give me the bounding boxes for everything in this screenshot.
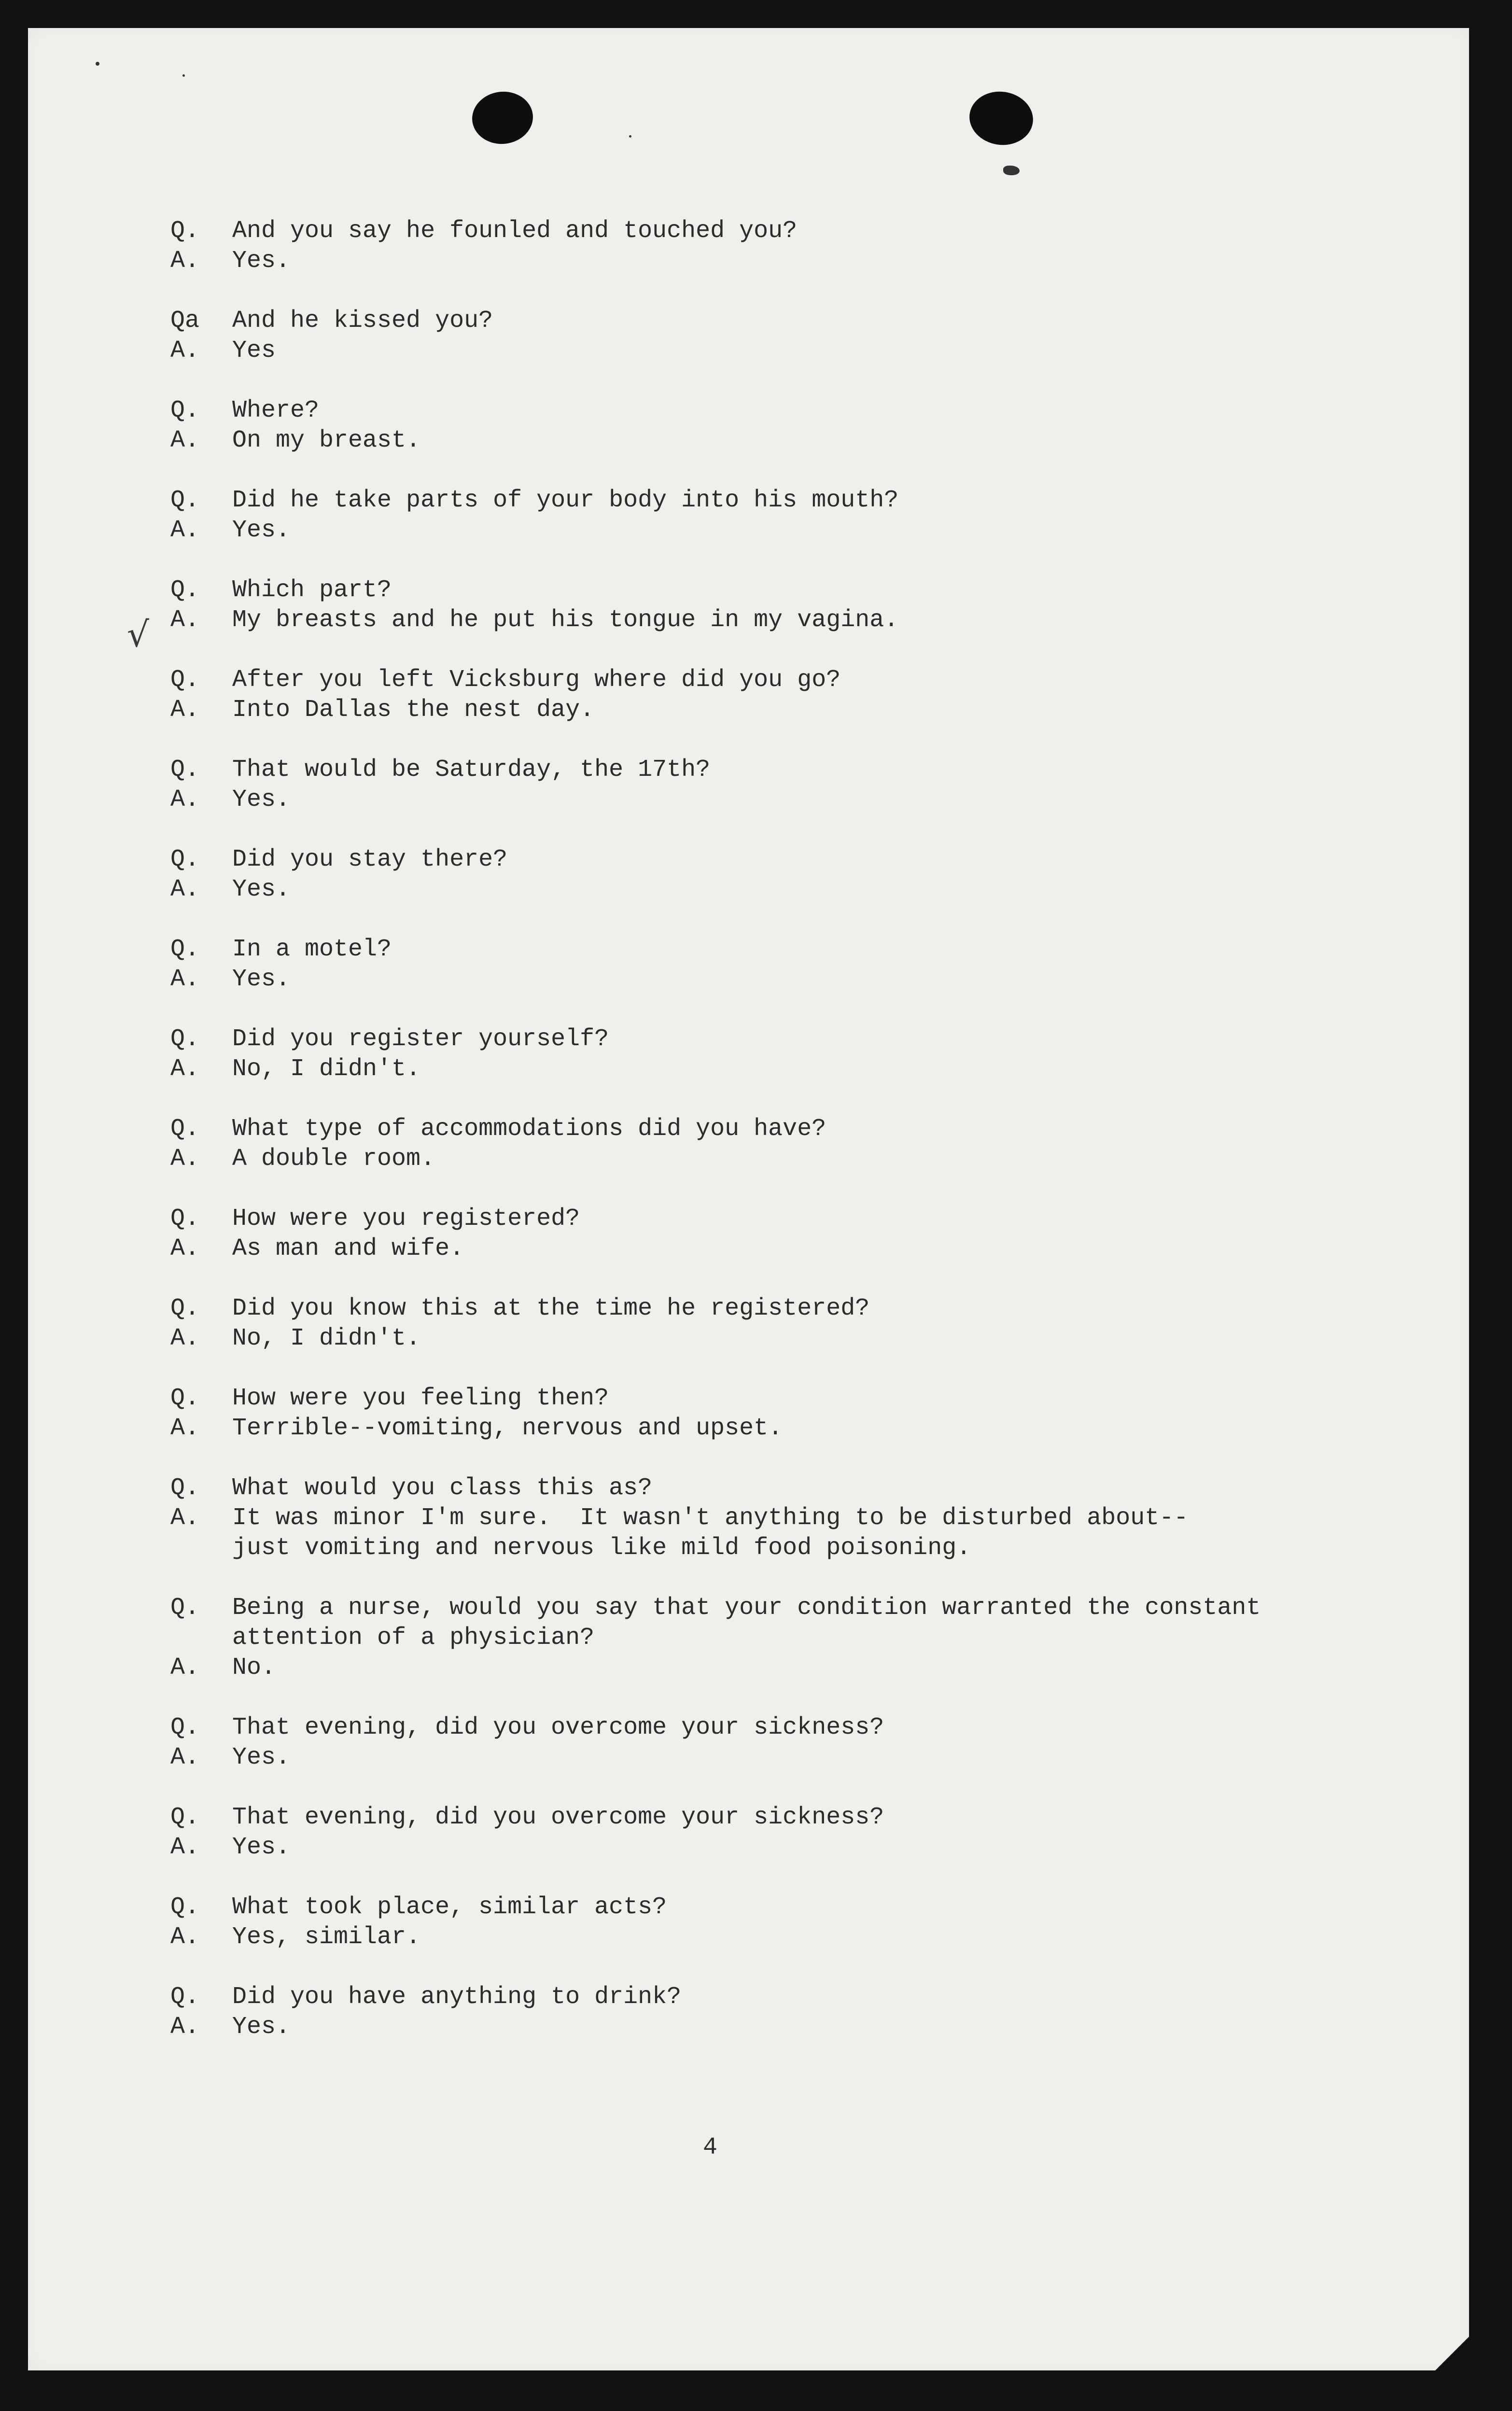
answer-text: Yes. <box>232 247 291 275</box>
answer-text: Yes. <box>232 517 291 544</box>
answer-marker: A. <box>170 786 200 813</box>
answer-text: Yes. <box>232 876 291 903</box>
answer-text: On my breast. <box>232 427 421 454</box>
answer-text: Yes. <box>232 786 291 813</box>
answer-marker: A. <box>170 517 200 544</box>
answer-text: No, I didn't. <box>232 1055 421 1083</box>
answer-marker: A. <box>170 1415 200 1442</box>
question-marker: Q. <box>170 666 200 694</box>
question-text: Being a nurse, would you say that your condition warranted the constant <box>232 1594 1261 1622</box>
question-marker: Q. <box>170 1205 200 1233</box>
question-text: That evening, did you overcome your sickness? <box>232 1714 884 1741</box>
answer-marker: A. <box>170 1923 200 1951</box>
question-text: How were you feeling then? <box>232 1385 609 1412</box>
answer-marker: A. <box>170 1325 200 1352</box>
question-text: Did you stay there? <box>232 846 508 873</box>
page-corner <box>1435 2337 1469 2370</box>
question-text: That would be Saturday, the 17th? <box>232 756 711 784</box>
question-marker: Q. <box>170 576 200 604</box>
question-marker: Q. <box>170 1385 200 1412</box>
answer-marker: A. <box>170 876 200 903</box>
answer-text: Yes, similar. <box>232 1923 421 1951</box>
qa-transcript <box>28 28 1469 2370</box>
answer-text: Yes <box>232 337 276 364</box>
question-marker: Q. <box>170 217 200 245</box>
answer-text: My breasts and he put his tongue in my vagina. <box>232 606 899 634</box>
question-marker: Q. <box>170 397 200 424</box>
question-text: In a motel? <box>232 936 392 963</box>
question-marker: Q. <box>170 936 200 963</box>
answer-text: It was minor I'm sure. It wasn't anything to be disturbed about-- <box>232 1504 1189 1532</box>
question-text: Where? <box>232 397 320 424</box>
answer-marker: A. <box>170 1055 200 1083</box>
answer-marker: A. <box>170 1834 200 1861</box>
answer-marker: A. <box>170 337 200 364</box>
answer-text: Yes. <box>232 1834 291 1861</box>
answer-marker: A. <box>170 1504 200 1532</box>
answer-text: No. <box>232 1654 276 1682</box>
question-text: Did you know this at the time he registered? <box>232 1295 870 1322</box>
page-number: 4 <box>703 2134 718 2161</box>
answer-marker: A. <box>170 2013 200 2041</box>
question-text: After you left Vicksburg where did you go? <box>232 666 841 694</box>
question-marker: Q. <box>170 1474 200 1502</box>
question-text: What took place, similar acts? <box>232 1893 667 1921</box>
question-text: Which part? <box>232 576 392 604</box>
question-marker: Q. <box>170 756 200 784</box>
answer-text: As man and wife. <box>232 1235 464 1262</box>
answer-marker: A. <box>170 696 200 724</box>
answer-text: Into Dallas the nest day. <box>232 696 595 724</box>
answer-marker: A. <box>170 427 200 454</box>
question-marker: Qa <box>170 307 200 335</box>
answer-text: Yes. <box>232 1744 291 1771</box>
question-text: Did you have anything to drink? <box>232 1983 682 2011</box>
question-marker: Q. <box>170 1295 200 1322</box>
answer-text: No, I didn't. <box>232 1325 421 1352</box>
question-text: Did you register yourself? <box>232 1025 609 1053</box>
question-text: What would you class this as? <box>232 1474 653 1502</box>
question-text: attention of a physician? <box>232 1624 595 1652</box>
question-marker: Q. <box>170 1714 200 1741</box>
answer-text: A double room. <box>232 1145 435 1173</box>
answer-marker: A. <box>170 966 200 993</box>
question-marker: Q. <box>170 1594 200 1622</box>
question-text: How were you registered? <box>232 1205 580 1233</box>
margin-check-mark: √ <box>127 614 149 655</box>
question-text: That evening, did you overcome your sickness? <box>232 1804 884 1831</box>
answer-marker: A. <box>170 247 200 275</box>
question-marker: Q. <box>170 1983 200 2011</box>
question-marker: Q. <box>170 1025 200 1053</box>
question-text: Did he take parts of your body into his mouth? <box>232 487 899 514</box>
answer-text: just vomiting and nervous like mild food poisoning. <box>232 1534 971 1562</box>
document-page <box>28 28 1469 2370</box>
question-marker: Q. <box>170 1804 200 1831</box>
answer-marker: A. <box>170 1145 200 1173</box>
question-marker: Q. <box>170 487 200 514</box>
answer-marker: A. <box>170 1654 200 1682</box>
answer-marker: A. <box>170 1744 200 1771</box>
question-marker: Q. <box>170 1893 200 1921</box>
answer-text: Yes. <box>232 2013 291 2041</box>
question-text: And he kissed you? <box>232 307 493 335</box>
question-text: What type of accommodations did you have? <box>232 1115 826 1143</box>
answer-text: Terrible--vomiting, nervous and upset. <box>232 1415 783 1442</box>
answer-marker: A. <box>170 606 200 634</box>
question-marker: Q. <box>170 1115 200 1143</box>
answer-marker: A. <box>170 1235 200 1262</box>
answer-text: Yes. <box>232 966 291 993</box>
question-marker: Q. <box>170 846 200 873</box>
question-text: And you say he founled and touched you? <box>232 217 798 245</box>
